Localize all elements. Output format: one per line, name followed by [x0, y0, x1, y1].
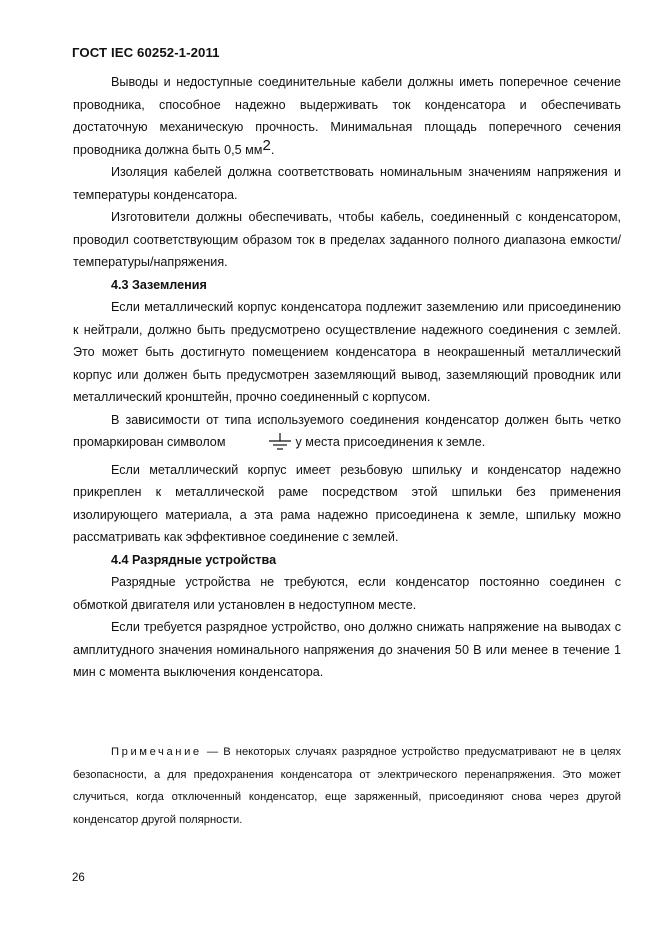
section-heading-4-3: 4.3 Заземления: [111, 277, 207, 292]
note-text: — В некоторых случаях разрядное устройство предусматривают не в целях безопасности, а для предохранения конденсатора от электрического перенапряжения. Это может случиться, когда отключенный конденсатор, еще заряженный, присоединяют снова через другой конденсатор другой полярности.: [73, 746, 621, 826]
paragraph-manufacturers: Изготовители должны обеспечивать, чтобы кабель, соединенный с конденсатором, проводил соответствующим образом ток в пределах заданного полного диапазона емкости/температуры/напряжения.: [73, 210, 621, 269]
note-block: [73, 741, 621, 831]
paragraph-marking-before: В зависимости от типа используемого соединения конденсатор должен быть четко промаркирован символом: [73, 412, 621, 449]
page-number: 26: [72, 872, 85, 884]
document-body: [73, 71, 621, 684]
paragraph-cables-end: .: [270, 142, 275, 157]
paragraph-stud: Если металлический корпус имеет резьбовую шпильку и конденсатор надежно прикреплен к металлической раме посредством этой шпильки без применения изолирующего материала, а эта рама надежно присоединена к земле, шпильку можно рассматривать как эффективное соединение с землей.: [73, 462, 621, 544]
paragraph-insulation: Изоляция кабелей должна соответствовать номинальным значениям напряжения и температуры конденсатора.: [73, 165, 621, 202]
document-code-header: ГОСТ IEC 60252-1-2011: [72, 45, 220, 60]
paragraph-marking: [73, 409, 621, 459]
paragraph-earthing: Если металлический корпус конденсатора подлежит заземлению или присоединению к нейтрали, должно быть предусмотрено осуществление надежного соединения с землей. Это может быть достигнуто помещением конденсатора в неокрашенный металлический корпус или должен быть предусмотрен заземляющий вывод, заземляющий проводник или металлический кронштейн, прочно соединенный с корпусом.: [73, 300, 621, 404]
section-heading-4-4: 4.4 Разрядные устройства: [111, 552, 277, 567]
paragraph-cables-text: Выводы и недоступные соединительные кабели должны иметь поперечное сечение проводника, способное надежно выдерживать ток конденсатора и обеспечивать достаточную механическую прочность. Минимальная площадь поперечного сечения проводника должна быть 0,5 мм: [73, 75, 621, 157]
earth-ground-icon: [229, 433, 293, 459]
superscript-two: 2: [262, 136, 271, 154]
paragraph-cables: [73, 71, 621, 161]
paragraph-discharge-voltage: Если требуется разрядное устройство, оно должно снижать напряжение на выводах с амплитудного значения номинального напряжения до значения 50 В или менее в течение 1 мин с момента выключения конденсатора.: [73, 620, 621, 679]
paragraph-discharge-not-required: Разрядные устройства не требуются, если конденсатор постоянно соединен с обмоткой двигателя или установлен в недоступном месте.: [73, 575, 621, 612]
note-label: Примечание: [111, 746, 202, 758]
paragraph-marking-after: у места присоединения к земле.: [295, 435, 486, 449]
